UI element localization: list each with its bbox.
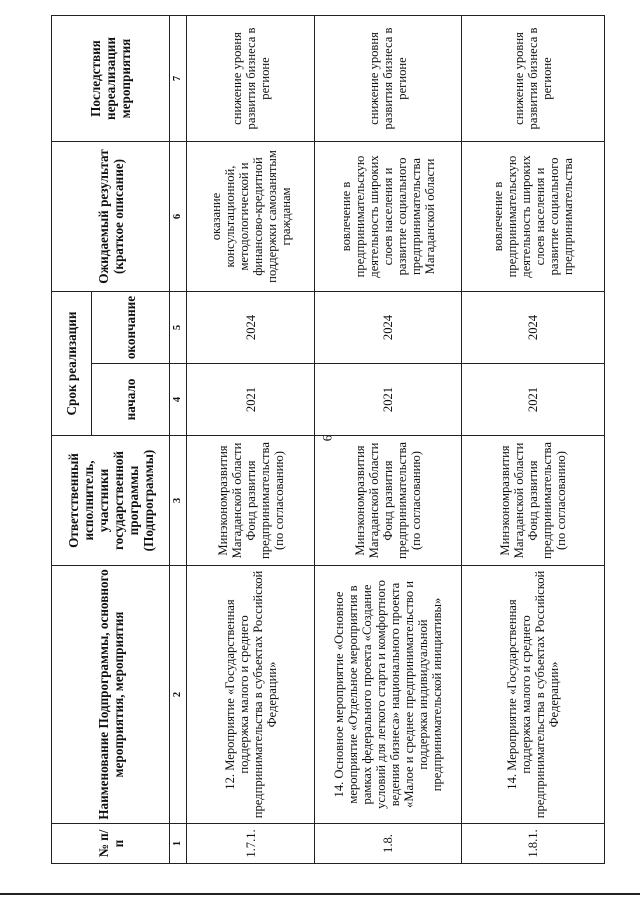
row-start: 2021 <box>462 364 605 436</box>
row-num: 1.8.1. <box>462 824 605 864</box>
row-end: 2024 <box>315 292 462 364</box>
row-consequences: снижение уровня развития бизнеса в регионе <box>315 16 462 142</box>
row-name: 12. Мероприятие «Государственная поддержка малого и среднего предпринимательства в субъектах Российской Федерации» <box>187 566 315 824</box>
row-result: оказание консультационной, методологической и финансово-кредитной поддержки самозанятым гражданам <box>187 142 315 292</box>
table-row <box>315 16 462 864</box>
row-name: 14. Мероприятие «Государственная поддержка малого и среднего предпринимательства в субъектах Российской Федерации» <box>462 566 605 824</box>
header-start: начало <box>92 364 170 436</box>
column-number: 2 <box>170 566 187 824</box>
column-number-row <box>170 16 187 864</box>
header-consequences: Последствия нереализации мероприятия <box>52 16 170 142</box>
table-row <box>187 16 315 864</box>
row-executor: Минэкономразвития Магаданской области Фонд развития предпринимательства (по согласованию) <box>462 436 605 566</box>
column-number: 5 <box>170 292 187 364</box>
row-start: 2021 <box>315 364 462 436</box>
row-result: вовлечение в предпринимательскую деятельность широких слоев населения и развитие социального предпринимательства Магаданской области <box>315 142 462 292</box>
header-num: № п/п <box>52 824 170 864</box>
row-num: 1.8. <box>315 824 462 864</box>
column-number: 7 <box>170 16 187 142</box>
header-executor: Ответственный исполнитель, участники государственной программы (Подпрограммы) <box>52 436 170 566</box>
row-name: 14. Основное мероприятие «Основное мероприятие «Отдельное мероприятия в рамках федерального проекта «Создание условий для легкого старта и комфортного ведения бизнеса» национального проекта «Малое и среднее предпринимательство и поддержка индивидуальной предпринимательской инициативы» <box>315 566 462 824</box>
row-result: вовлечение в предпринимательскую деятельность широких слоев населения и развитие социального предпринимательства <box>462 142 605 292</box>
row-end: 2024 <box>187 292 315 364</box>
column-number: 4 <box>170 364 187 436</box>
table-row <box>462 16 605 864</box>
row-executor: Минэкономразвития Магаданской области Фонд развития предпринимательства (по согласованию) <box>187 436 315 566</box>
measures-table <box>51 15 605 864</box>
column-number: 6 <box>170 142 187 292</box>
row-consequences: снижение уровня развития бизнеса в регионе <box>187 16 315 142</box>
row-executor: Минэкономразвития Магаданской области Фонд развития предпринимательства (по согласованию) <box>315 436 462 566</box>
bottom-rule <box>0 893 640 895</box>
header-result: Ожидаемый результат (краткое описание) <box>52 142 170 292</box>
row-start: 2021 <box>187 364 315 436</box>
row-consequences: снижение уровня развития бизнеса в регионе <box>462 16 605 142</box>
row-end: 2024 <box>462 292 605 364</box>
column-number: 1 <box>170 824 187 864</box>
rotated-table-container <box>51 16 589 864</box>
header-name: Наименование Подпрограммы, основного мероприятия, мероприятия <box>52 566 170 824</box>
row-num: 1.7.1. <box>187 824 315 864</box>
page-number: 9 <box>320 434 335 442</box>
header-end: окончание <box>92 292 170 364</box>
header-period: Срок реализации <box>52 292 92 436</box>
column-number: 3 <box>170 436 187 566</box>
